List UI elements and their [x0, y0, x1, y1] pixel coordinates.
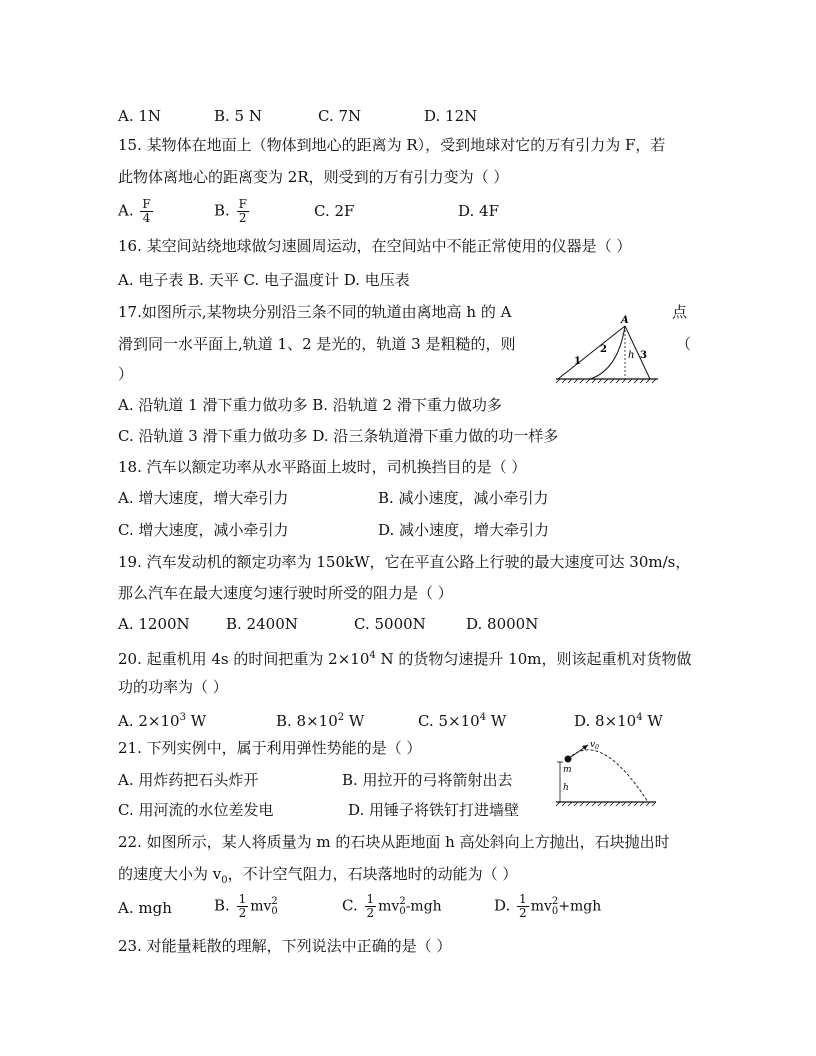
q15-option-d: D. 4F: [458, 202, 499, 220]
q19-stem-line2: 那么汽车在最大速度匀速行驶时所受的阻力是（ ）: [118, 584, 453, 602]
q22-stem-line1: 22. 如图所示，某人将质量为 m 的石块从距地面 h 高处斜向上方抛出，石块抛出时: [118, 833, 670, 851]
q17-stem-line1-end: 点: [672, 303, 688, 321]
q20-stem-line2: 功的功率为（ ）: [118, 678, 228, 696]
fraction: $\frac{1}{2}$: [366, 892, 375, 920]
q17-stem-line2-end: （: [676, 335, 692, 353]
q21-option-c: C. 用河流的水位差发电: [118, 801, 274, 819]
q14-option-a: A. 1N: [118, 107, 162, 125]
q14-option-c: C. 7N: [318, 107, 362, 125]
track-2-label: 2: [600, 344, 607, 355]
q17-stem-line2: 滑到同一水平面上,轨道 1、2 是光的，轨道 3 是粗糙的，则: [118, 335, 516, 353]
projectile-diagram: [552, 736, 660, 812]
q17-stem-line1: 17.如图所示,某物块分别沿三条不同的轨道由离地高 h 的 A: [118, 303, 512, 321]
q22-option-b: B. $\frac{1}{2}$ mv 2 0: [214, 892, 278, 920]
q18-option-d: D. 减小速度，增大牵引力: [378, 521, 550, 539]
q22-option-d: D. $\frac{1}{2}$ mv 2 0 +mgh: [494, 892, 602, 920]
height-label: h: [628, 350, 635, 361]
q17-track-diagram: [550, 312, 665, 384]
q20-option-a: A. $2\times 10^3$ W: [118, 712, 207, 730]
q14-option-b: B. 5 N: [214, 107, 262, 125]
q15-option-c: C. 2F: [314, 202, 355, 220]
track-2: [590, 326, 625, 379]
q21-option-a: A. 用炸药把石头炸开: [118, 771, 259, 789]
track-1-label: 1: [574, 356, 581, 367]
q15-stem-line2: 此物体离地心的距离变为 2R，则受到的万有引力变为（ ）: [118, 168, 509, 186]
q18-option-c: C. 增大速度，减小牵引力: [118, 521, 289, 539]
q18-stem: 18. 汽车以额定功率从水平路面上坡时，司机换挡目的是（ ）: [118, 458, 527, 476]
q17-options-cd: C. 沿轨道 3 滑下重力做功多 D. 沿三条轨道滑下重力做的功一样多: [118, 427, 559, 445]
q16-options: A. 电子表 B. 天平 C. 电子温度计 D. 电压表: [118, 271, 410, 289]
q16-stem: 16. 某空间站绕地球做匀速圆周运动，在空间站中不能正常使用的仪器是（ ）: [118, 237, 632, 255]
q20-option-c: C. $5\times 10^4$ W: [418, 712, 507, 730]
trajectory: [568, 750, 648, 802]
q20-stem-line1: 20. 起重机用 4s 的时间把重为 $2\times 10^4$ N 的货物匀速提升 10m，则该起重机对货物做: [118, 650, 692, 668]
q17-options-ab: A. 沿轨道 1 滑下重力做功多 B. 沿轨道 2 滑下重力做功多: [118, 396, 502, 414]
q21-option-d: D. 用锤子将铁钉打进墙壁: [348, 801, 520, 819]
q20-option-b: B. $8\times 10^2$ W: [276, 712, 365, 730]
q18-option-b: B. 减小速度，减小牵引力: [378, 489, 549, 507]
fraction: $\frac{1}{2}$: [519, 892, 527, 920]
q15-stem-line1: 15. 某物体在地面上（物体到地心的距离为 R），受到地球对它的万有引力为 F，若: [118, 136, 666, 154]
velocity-label: $v_0$: [590, 740, 599, 751]
q18-option-a: A. 增大速度，增大牵引力: [118, 489, 289, 507]
q22-option-a: A. mgh: [118, 899, 172, 917]
q22-option-c: C. $\frac{1}{2}$ mv 2 0 -mgh: [342, 892, 442, 920]
q15-option-b: B. $\frac{F}{2}$: [214, 197, 247, 225]
q15-option-a: A. $\frac{F}{4}$: [118, 197, 151, 225]
q19-option-b: B. 2400N: [226, 615, 298, 633]
q19-option-c: C. 5000N: [354, 615, 426, 633]
point-a-label: A: [621, 315, 629, 326]
q19-stem-line1: 19. 汽车发动机的额定功率为 150kW，它在平直公路上行驶的最大速度可达 30m/s，: [118, 553, 691, 571]
q19-option-d: D. 8000N: [466, 615, 539, 633]
q21-stem: 21. 下列实例中，属于利用弹性势能的是（ ）: [118, 739, 422, 757]
q14-option-d: D. 12N: [424, 107, 478, 125]
height-label: h: [563, 783, 569, 793]
q23-stem: 23. 对能量耗散的理解，下列说法中正确的是（ ）: [118, 937, 452, 955]
q22-stem-line2: 的速度大小为 $v_0$，不计空气阻力，石块落地时的动能为（ ）: [118, 865, 518, 886]
fraction: $\frac{F}{4}$: [142, 197, 151, 225]
fraction: $\frac{F}{2}$: [238, 197, 247, 225]
q20-option-d: D. $8\times 10^4$ W: [574, 712, 663, 730]
mass-label: m: [563, 765, 572, 775]
q19-option-a: A. 1200N: [118, 615, 190, 633]
fraction: $\frac{1}{2}$: [238, 892, 247, 920]
track-1: [558, 326, 625, 379]
track-3-label: 3: [640, 350, 647, 361]
q17-stem-line3: ）: [118, 365, 134, 383]
q21-option-b: B. 用拉开的弓将箭射出去: [342, 771, 513, 789]
